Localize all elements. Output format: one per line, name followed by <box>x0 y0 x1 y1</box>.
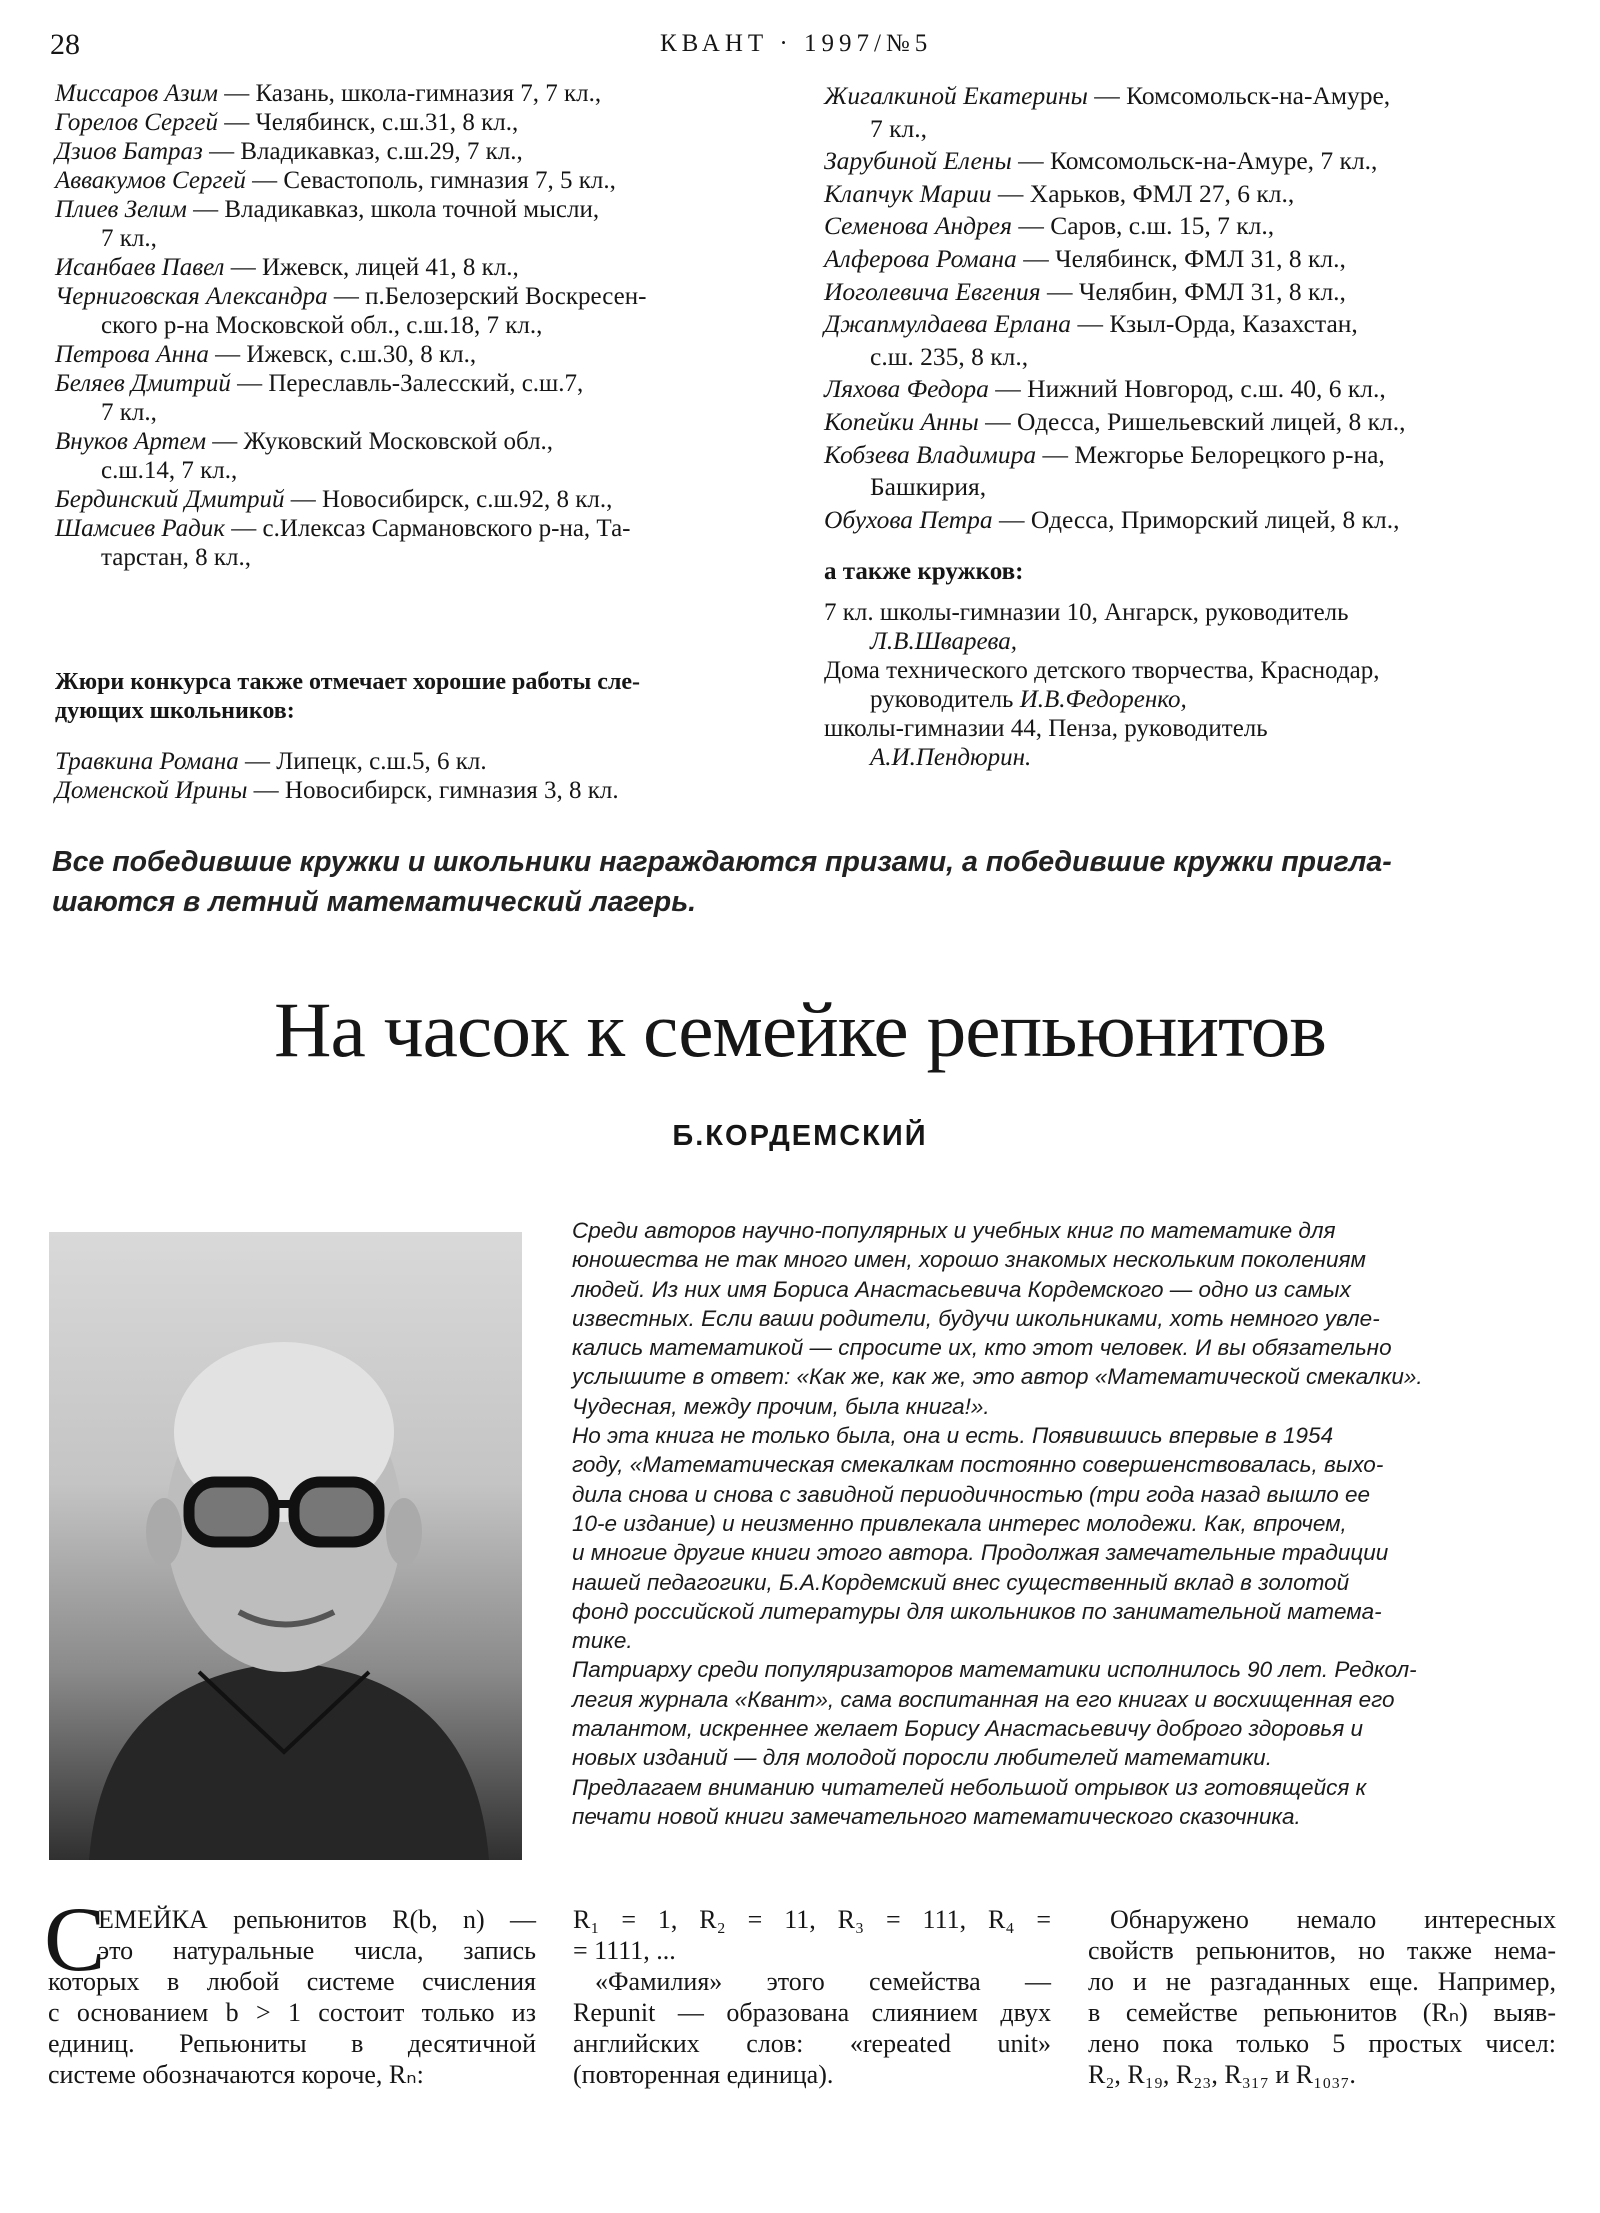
entry-continuation: с.ш.14, 7 кл., <box>101 457 238 484</box>
jury-heading-line: дующих школьников: <box>55 698 295 724</box>
entry-details: — Кзыл-Орда, Казахстан, <box>1071 309 1358 339</box>
entry-details: — Переславль-Залесский, с.ш.7, <box>230 370 584 397</box>
body-line: «Фамилия» этого семейства — <box>595 1967 1051 1996</box>
body-line: системе обозначаются короче, Rₙ: <box>48 2060 424 2089</box>
student-name: Доменской Ирины <box>55 777 248 804</box>
leader-name: Л.В.Шварева, <box>870 628 1017 655</box>
list-entry <box>55 776 619 805</box>
entry-continuation: 7 кл., <box>101 399 157 426</box>
circle-entry: 7 кл. школы-гимназии 10, Ангарск, руководитель <box>824 599 1349 626</box>
list-entry <box>55 340 646 369</box>
student-name: Джапмулдаева Ерлана <box>824 309 1072 339</box>
drop-cap: С <box>44 1888 106 1990</box>
student-name: Плиев Зелим <box>55 196 187 223</box>
entry-details: — Казань, школа-гимназия 7, 7 кл., <box>217 80 602 107</box>
entry-continuation: тарстан, 8 кл., <box>101 544 251 571</box>
list-entry <box>824 243 1405 276</box>
intro-line: году, «Математическая смекалкам постоянно совершенствовалась, выхо- <box>572 1452 1384 1478</box>
intro-line: Чудесная, между прочим, была книга!». <box>572 1393 990 1419</box>
entry-details: — Межгорье Белорецкого р-на, <box>1036 439 1385 469</box>
article-author: Б.КОРДЕМСКИЙ <box>672 1120 928 1152</box>
list-entry <box>55 79 646 108</box>
portrait-image <box>49 1232 522 1860</box>
student-name: Зарубиной Елены <box>824 146 1012 176</box>
student-name: Иоголевича Евгения <box>824 276 1041 306</box>
intro-line: печати новой книги замечательного математического сказочника. <box>572 1803 1301 1829</box>
entry-continuation: с.ш. 235, 8 кл., <box>870 341 1029 371</box>
student-name: Обухова Петра <box>824 504 993 534</box>
entry-details: — Саров, с.ш. 15, 7 кл., <box>1011 211 1275 241</box>
circles-list <box>824 598 1379 772</box>
intro-line: юношества не так много имен, хорошо знакомых нескольким поколениям <box>572 1247 1366 1273</box>
entry-continuation: 7 кл., <box>870 113 927 143</box>
entry-details: — Владикавказ, школа точной мысли, <box>186 196 600 223</box>
student-name: Аввакумов Сергей <box>55 167 246 194</box>
list-entry <box>55 369 646 398</box>
circle-entry: Дома технического детского творчества, Краснодар, <box>824 657 1380 684</box>
entry-details: — Ижевск, лицей 41, 8 кл., <box>224 254 519 281</box>
student-name: Кобзева Владимира <box>824 439 1037 469</box>
intro-line: тике. <box>572 1628 633 1654</box>
intro-line: Предлагаем вниманию читателей небольшой отрывок из готовящейся к <box>572 1774 1367 1800</box>
author-photo <box>49 1232 522 1860</box>
list-entry <box>55 427 646 456</box>
student-name: Петрова Анна <box>55 341 209 368</box>
body-line: R₁ = 1, R₂ = 11, R₃ = 111, R₄ = <box>573 1905 1051 1934</box>
list-entry <box>824 210 1405 243</box>
intro-line: кались математикой — спросите их, кто этот человек. И вы обязательно <box>572 1335 1392 1361</box>
circle-leader-line <box>824 627 1379 656</box>
student-name: Жигалкиной Екатерины <box>824 81 1088 110</box>
intro-line: легия журнала «Квант», сама воспитанная на его книгах и восхищенная его <box>572 1686 1395 1712</box>
list-entry <box>55 195 646 224</box>
list-entry <box>824 276 1405 309</box>
body-line: лено пока только 5 простых чисел: <box>1088 2029 1556 2058</box>
winners-list-left <box>55 79 646 572</box>
circle-leader-line <box>824 685 1379 714</box>
student-name: Черниговская Александра <box>55 283 328 310</box>
student-name: Бердинский Дмитрий <box>55 486 285 513</box>
entry-details: — Одесса, Ришельевский лицей, 8 кл., <box>978 406 1406 436</box>
entry-details: — Харьков, ФМЛ 27, 6 кл., <box>991 178 1295 208</box>
student-name: Беляев Дмитрий <box>55 370 231 397</box>
announcement-line: шаются в летний математический лагерь. <box>52 886 697 918</box>
list-entry <box>55 514 646 543</box>
intro-line: дила снова и снова с завидной периодичностью (три года назад вышло ее <box>572 1481 1371 1507</box>
running-head: КВАНТ · 1997/№5 <box>660 30 933 57</box>
intro-line: и многие другие книги этого автора. Продолжая замечательные традиции <box>572 1540 1389 1566</box>
student-name: Травкина Романа <box>55 748 239 775</box>
body-column-3 <box>1088 1904 1556 2090</box>
list-entry <box>824 406 1405 439</box>
body-column-2 <box>573 1904 1051 2090</box>
entry-details: — Жуковский Московской обл., <box>206 428 554 455</box>
body-line: Обнаружено немало интересных <box>1110 1905 1556 1934</box>
student-name: Горелов Сергей <box>55 109 219 136</box>
list-entry <box>824 504 1405 537</box>
entry-details: — Челябин, ФМЛ 31, 8 кл., <box>1040 276 1346 306</box>
intro-line: людей. Из них имя Бориса Анастасьевича Кордемского — одно из самых <box>572 1276 1351 1302</box>
leader-name: А.И.Пендюрин. <box>870 744 1032 771</box>
list-entry <box>824 308 1405 341</box>
entry-details: — Новосибирск, с.ш.92, 8 кл., <box>284 486 613 513</box>
intro-line: 10-е издание) и неизменно привлекала интерес молодежи. Как, впрочем, <box>572 1510 1347 1536</box>
circle-leader-line <box>824 743 1379 772</box>
entry-details: — Челябинск, с.ш.31, 8 кл., <box>218 109 519 136</box>
article-intro <box>572 1216 1423 1831</box>
intro-line: Патриарху среди популяризаторов математики исполнилось 90 лет. Редкол- <box>572 1657 1417 1683</box>
body-line: R₂, R₁₉, R₂₃, R₃₁₇ и R₁₀₃₇. <box>1088 2060 1356 2089</box>
intro-line: Но эта книга не только была, она и есть. Появившись впервые в 1954 <box>572 1423 1334 1449</box>
list-entry <box>55 166 646 195</box>
body-line: с основанием b > 1 состоит только из <box>48 1998 536 2027</box>
intro-line: нашей педагогики, Б.А.Кордемский внес существенный вклад в золотой <box>572 1569 1350 1595</box>
entry-details: — Нижний Новгород, с.ш. 40, 6 кл., <box>988 374 1386 404</box>
body-line: ЕМЕЙКА репьюнитов R(b, n) — <box>98 1905 536 1934</box>
list-entry <box>55 108 646 137</box>
list-entry <box>55 747 619 776</box>
entry-details: — Липецк, с.ш.5, 6 кл. <box>238 748 487 775</box>
list-entry <box>824 439 1405 472</box>
entry-details: — Севастополь, гимназия 7, 5 кл., <box>245 167 616 194</box>
entry-continuation: Башкирия, <box>870 472 987 502</box>
jury-heading-line: Жюри конкурса также отмечает хорошие работы сле- <box>55 669 641 695</box>
student-name: Клапчук Марии <box>824 178 992 208</box>
announcement-line: Все победившие кружки и школьники награждаются призами, а победившие кружки пригла- <box>52 846 1392 878</box>
body-line: в семействе репьюнитов (Rₙ) выяв- <box>1088 1998 1556 2027</box>
student-name: Алферова Романа <box>824 243 1017 273</box>
leader-name: И.В.Федоренко, <box>1019 686 1187 713</box>
body-line: Repunit — образована слиянием двух <box>573 1998 1051 2027</box>
leader-prefix: руководитель <box>870 686 1020 713</box>
entry-continuation: ского р-на Московской обл., с.ш.18, 7 кл., <box>101 312 543 339</box>
body-line: английских слов: «repeated unit» <box>573 2029 1051 2058</box>
list-entry <box>55 253 646 282</box>
entry-details: — Комсомольск-на-Амуре, 7 кл., <box>1011 146 1378 176</box>
announcement <box>52 842 1562 922</box>
intro-line: новых изданий — для молодой поросли любителей математики. <box>572 1745 1272 1771</box>
entry-details: — с.Илексаз Сармановского р-на, Та- <box>224 515 631 542</box>
circles-heading: а также кружков: <box>824 558 1024 585</box>
body-line: это натуральные числа, запись <box>98 1936 536 1965</box>
list-entry <box>824 145 1405 178</box>
body-line: = 1111, ... <box>573 1936 676 1965</box>
entry-details: — Одесса, Приморский лицей, 8 кл., <box>992 504 1400 534</box>
winners-list-right <box>824 80 1405 536</box>
student-name: Миссаров Азим <box>55 80 218 107</box>
circle-entry: школы-гимназии 44, Пенза, руководитель <box>824 715 1268 742</box>
list-entry <box>55 282 646 311</box>
entry-details: — Ижевск, с.ш.30, 8 кл., <box>208 341 477 368</box>
circles-heading-block <box>824 558 1023 586</box>
student-name: Копейки Анны <box>824 406 979 436</box>
intro-line: Среди авторов научно-популярных и учебных книг по математике для <box>572 1218 1336 1243</box>
student-name: Внуков Артем <box>55 428 207 455</box>
student-name: Шамсиев Радик <box>55 515 225 542</box>
student-name: Дзиов Батраз <box>55 138 203 165</box>
intro-line: фонд российской литературы для школьников по занимательной матема- <box>572 1598 1382 1624</box>
list-entry <box>55 137 646 166</box>
jury-heading <box>55 668 640 726</box>
article-title: На часок к семейке репьюнитов <box>274 986 1326 1073</box>
entry-details: — Комсомольск-на-Амуре, <box>1087 81 1391 110</box>
honorable-list <box>55 747 619 805</box>
list-entry <box>55 485 646 514</box>
intro-line: талантом, искреннее желает Борису Анастасьевичу доброго здоровья и <box>572 1716 1364 1742</box>
body-line: единиц. Репьюниты в десятичной <box>48 2029 536 2058</box>
student-name: Исанбаев Павел <box>55 254 225 281</box>
list-entry <box>824 178 1405 211</box>
body-line: свойств репьюнитов, но также нема- <box>1088 1936 1556 1965</box>
entry-details: — Челябинск, ФМЛ 31, 8 кл., <box>1016 243 1346 273</box>
student-name: Ляхова Федора <box>824 374 989 404</box>
body-column-1 <box>48 1904 536 2090</box>
intro-line: известных. Если ваши родители, будучи школьниками, хоть немного увле- <box>572 1305 1380 1331</box>
intro-line: услышите в ответ: «Как же, как же, это автор «Математической смекалки». <box>572 1364 1423 1390</box>
body-line: (повторенная единица). <box>573 2060 834 2089</box>
body-line: которых в любой системе счисления <box>48 1967 536 1996</box>
student-name: Семенова Андрея <box>824 211 1012 241</box>
entry-details: — Новосибирск, гимназия 3, 8 кл. <box>247 777 619 804</box>
body-line: ло и не разгаданных еще. Например, <box>1088 1967 1556 1996</box>
entry-details: — п.Белозерский Воскресен- <box>327 283 647 310</box>
page-number: 28 <box>50 28 80 61</box>
entry-details: — Владикавказ, с.ш.29, 7 кл., <box>202 138 523 165</box>
entry-continuation: 7 кл., <box>101 225 157 252</box>
list-entry <box>824 373 1405 406</box>
list-entry <box>824 80 1405 113</box>
